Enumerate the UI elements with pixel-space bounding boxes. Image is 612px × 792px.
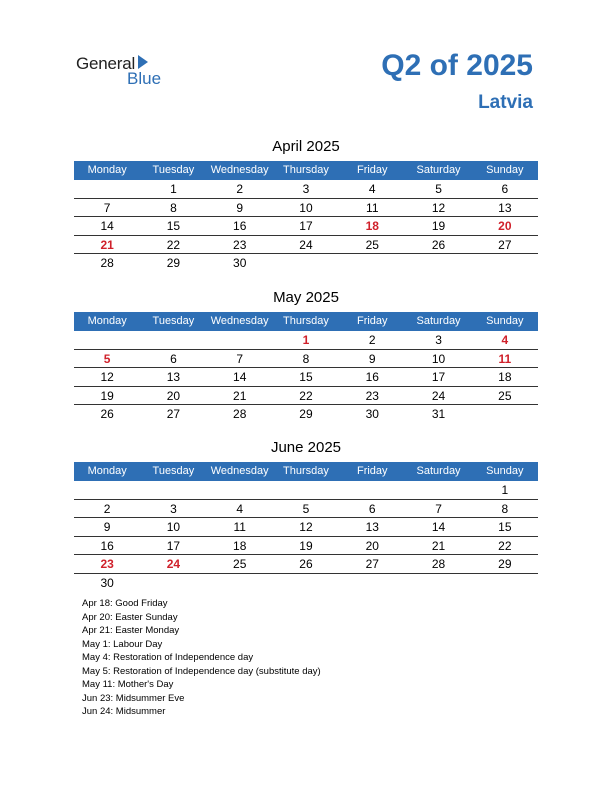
day-cell xyxy=(74,481,140,499)
day-cell xyxy=(273,574,339,592)
day-cell: 25 xyxy=(498,388,512,403)
day-cell: 26 xyxy=(431,237,446,252)
week-row xyxy=(74,537,538,556)
day-cell: 1 xyxy=(170,182,177,196)
day-cell: 18 xyxy=(233,538,247,553)
weekday-label: Sunday xyxy=(486,465,524,477)
holiday-list-item: May 5: Restoration of Independence day (substitute day) xyxy=(82,665,321,677)
day-cell: 25 xyxy=(365,237,379,252)
day-cell xyxy=(207,574,273,592)
day-cell: 18 xyxy=(498,370,512,384)
day-cell: 6 xyxy=(501,182,509,196)
day-cell: 10 xyxy=(299,200,313,215)
day-cell: 13 xyxy=(498,200,512,215)
week-row xyxy=(74,500,538,519)
day-cell: 11 xyxy=(366,200,379,215)
day-cell: 14 xyxy=(233,370,247,384)
day-cell: 3 xyxy=(435,333,442,347)
holiday-list-item: Apr 21: Easter Monday xyxy=(82,625,180,636)
weekday-label: Saturday xyxy=(416,465,461,477)
day-cell: 14 xyxy=(431,520,446,534)
day-cell: 17 xyxy=(431,370,446,384)
day-cell xyxy=(472,254,538,272)
holiday-list xyxy=(82,597,321,719)
day-cell: 27 xyxy=(365,557,379,571)
day-cell: 26 xyxy=(100,407,114,421)
day-cell: 6 xyxy=(368,501,376,516)
holiday-list-item: Apr 18: Good Friday xyxy=(82,598,168,609)
day-cell: 4 xyxy=(236,501,244,516)
week-row xyxy=(74,217,538,236)
day-cell: 25 xyxy=(233,557,247,571)
month-june xyxy=(74,439,538,591)
day-cell: 21 xyxy=(233,388,247,403)
day-cell: 30 xyxy=(233,256,247,270)
day-cell: 28 xyxy=(431,557,446,571)
logo-general-text: General xyxy=(76,54,136,73)
day-cell: 9 xyxy=(103,520,111,534)
month-grid xyxy=(74,331,538,423)
logo-flag-icon xyxy=(138,55,148,69)
day-cell: 30 xyxy=(100,575,114,590)
holiday-list-item: May 1: Labour Day xyxy=(82,638,163,650)
day-cell: 20 xyxy=(365,538,379,553)
day-cell: 16 xyxy=(100,538,114,553)
day-cell: 21 xyxy=(431,538,446,553)
weekday-label: Saturday xyxy=(416,315,461,327)
weekday-header xyxy=(74,161,538,180)
week-row xyxy=(74,555,538,574)
week-row xyxy=(74,405,538,423)
day-cell: 2 xyxy=(103,501,111,516)
day-cell: 5 xyxy=(302,501,310,516)
weekday-header xyxy=(74,312,538,331)
day-cell: 16 xyxy=(365,370,379,384)
day-cell: 4 xyxy=(368,182,376,196)
day-cell: 15 xyxy=(166,219,181,233)
week-row xyxy=(74,199,538,218)
weekday-label: Tuesday xyxy=(152,164,195,176)
day-cell xyxy=(405,254,471,272)
day-cell: 10 xyxy=(431,351,446,366)
holiday-day-cell: 5 xyxy=(103,351,111,366)
day-cell xyxy=(339,574,405,592)
month-grid xyxy=(74,481,538,591)
holiday-list-item: May 11: Mother's Day xyxy=(82,679,174,690)
holiday-day-cell: 23 xyxy=(100,557,114,571)
day-cell: 16 xyxy=(233,219,247,233)
day-cell: 2 xyxy=(368,333,376,347)
day-cell: 12 xyxy=(431,200,446,215)
day-cell: 9 xyxy=(368,351,376,366)
page-title: Q2 of 2025 xyxy=(381,49,533,82)
month-title: April 2025 xyxy=(272,138,340,155)
day-cell: 28 xyxy=(233,407,247,421)
day-cell xyxy=(405,481,471,499)
day-cell: 19 xyxy=(299,538,313,553)
day-cell: 22 xyxy=(498,538,512,553)
day-cell: 19 xyxy=(431,219,446,233)
weekday-label: Friday xyxy=(356,465,388,477)
month-title: June 2025 xyxy=(270,439,342,456)
holiday-day-cell: 18 xyxy=(365,219,379,233)
day-cell: 3 xyxy=(302,182,310,196)
day-cell: 13 xyxy=(166,370,181,384)
day-cell: 28 xyxy=(100,256,114,270)
day-cell: 26 xyxy=(299,557,313,571)
holiday-day-cell: 11 xyxy=(498,351,512,366)
day-cell: 23 xyxy=(233,237,247,252)
day-cell xyxy=(140,481,206,499)
weekday-label: Saturday xyxy=(416,164,461,176)
week-row xyxy=(74,254,538,272)
week-row xyxy=(74,518,538,537)
logo-blue-text: Blue xyxy=(127,69,162,88)
day-cell: 8 xyxy=(170,200,177,215)
day-cell: 24 xyxy=(431,388,446,403)
day-cell: 31 xyxy=(431,407,446,421)
day-cell: 15 xyxy=(299,370,313,384)
week-row xyxy=(74,481,538,500)
country-name: Latvia xyxy=(478,92,533,113)
day-cell: 20 xyxy=(166,388,181,403)
month-april xyxy=(74,138,538,272)
day-cell: 8 xyxy=(302,351,310,366)
holiday-day-cell: 20 xyxy=(498,219,512,233)
week-row xyxy=(74,331,538,350)
week-row xyxy=(74,387,538,406)
holiday-day-cell: 1 xyxy=(302,333,310,347)
day-cell xyxy=(140,331,206,349)
day-cell: 11 xyxy=(233,520,246,534)
holiday-list-item: May 4: Restoration of Independence day xyxy=(82,652,254,663)
day-cell xyxy=(207,481,273,499)
day-cell: 1 xyxy=(501,483,509,497)
day-cell xyxy=(339,254,405,272)
weekday-label: Wednesday xyxy=(210,465,269,477)
day-cell xyxy=(405,574,471,592)
day-cell: 30 xyxy=(365,407,379,421)
logo xyxy=(76,52,196,92)
weekday-label: Sunday xyxy=(486,164,524,176)
day-cell: 6 xyxy=(170,351,177,366)
day-cell xyxy=(207,331,273,349)
weekday-label: Friday xyxy=(356,315,388,327)
day-cell: 10 xyxy=(166,520,181,534)
day-cell: 12 xyxy=(299,520,313,534)
day-cell: 7 xyxy=(103,200,111,215)
day-cell: 29 xyxy=(166,256,181,270)
day-cell xyxy=(273,481,339,499)
week-row xyxy=(74,180,538,199)
day-cell: 23 xyxy=(365,388,379,403)
day-cell: 7 xyxy=(435,501,442,516)
month-may xyxy=(74,289,538,423)
holiday-day-cell: 21 xyxy=(100,237,114,252)
weekday-label: Wednesday xyxy=(210,164,269,176)
week-row xyxy=(74,350,538,369)
weekday-label: Monday xyxy=(87,465,127,477)
day-cell: 5 xyxy=(435,182,442,196)
day-cell: 17 xyxy=(166,538,181,553)
weekday-label: Monday xyxy=(87,315,127,327)
week-row xyxy=(74,574,538,592)
day-cell: 17 xyxy=(299,219,313,233)
day-cell xyxy=(472,405,538,423)
weekday-label: Tuesday xyxy=(152,315,195,327)
weekday-label: Monday xyxy=(87,164,127,176)
day-cell: 15 xyxy=(498,520,512,534)
day-cell: 2 xyxy=(236,182,244,196)
holiday-list-item: Jun 23: Midsummer Eve xyxy=(82,692,185,704)
week-row xyxy=(74,236,538,255)
day-cell: 12 xyxy=(100,370,114,384)
month-grid xyxy=(74,180,538,272)
week-row xyxy=(74,368,538,387)
day-cell: 13 xyxy=(365,520,379,534)
weekday-label: Thursday xyxy=(283,465,329,477)
day-cell: 24 xyxy=(299,237,313,252)
day-cell: 19 xyxy=(100,388,114,403)
day-cell xyxy=(140,574,206,592)
day-cell: 29 xyxy=(299,407,313,421)
weekday-header xyxy=(74,462,538,481)
day-cell: 27 xyxy=(166,407,181,421)
holiday-day-cell: 4 xyxy=(501,333,509,347)
day-cell: 22 xyxy=(166,237,181,252)
day-cell: 22 xyxy=(299,388,313,403)
day-cell: 7 xyxy=(236,351,244,366)
weekday-label: Sunday xyxy=(486,315,524,327)
day-cell: 9 xyxy=(236,200,244,215)
weekday-label: Tuesday xyxy=(152,465,195,477)
day-cell: 29 xyxy=(498,557,512,571)
day-cell: 8 xyxy=(501,501,509,516)
weekday-label: Thursday xyxy=(283,164,329,176)
day-cell: 3 xyxy=(170,501,177,516)
day-cell xyxy=(74,331,140,349)
weekday-label: Wednesday xyxy=(210,315,269,327)
weekday-label: Friday xyxy=(356,164,388,176)
day-cell xyxy=(74,180,140,198)
day-cell: 14 xyxy=(100,219,114,233)
day-cell xyxy=(339,481,405,499)
holiday-list-item: Apr 20: Easter Sunday xyxy=(82,611,178,623)
day-cell xyxy=(472,574,538,592)
holiday-day-cell: 24 xyxy=(166,557,181,571)
month-title: May 2025 xyxy=(273,289,339,306)
weekday-label: Thursday xyxy=(283,315,329,327)
holiday-list-item: Jun 24: Midsummer xyxy=(82,706,166,717)
day-cell: 27 xyxy=(498,237,512,252)
day-cell xyxy=(273,254,339,272)
